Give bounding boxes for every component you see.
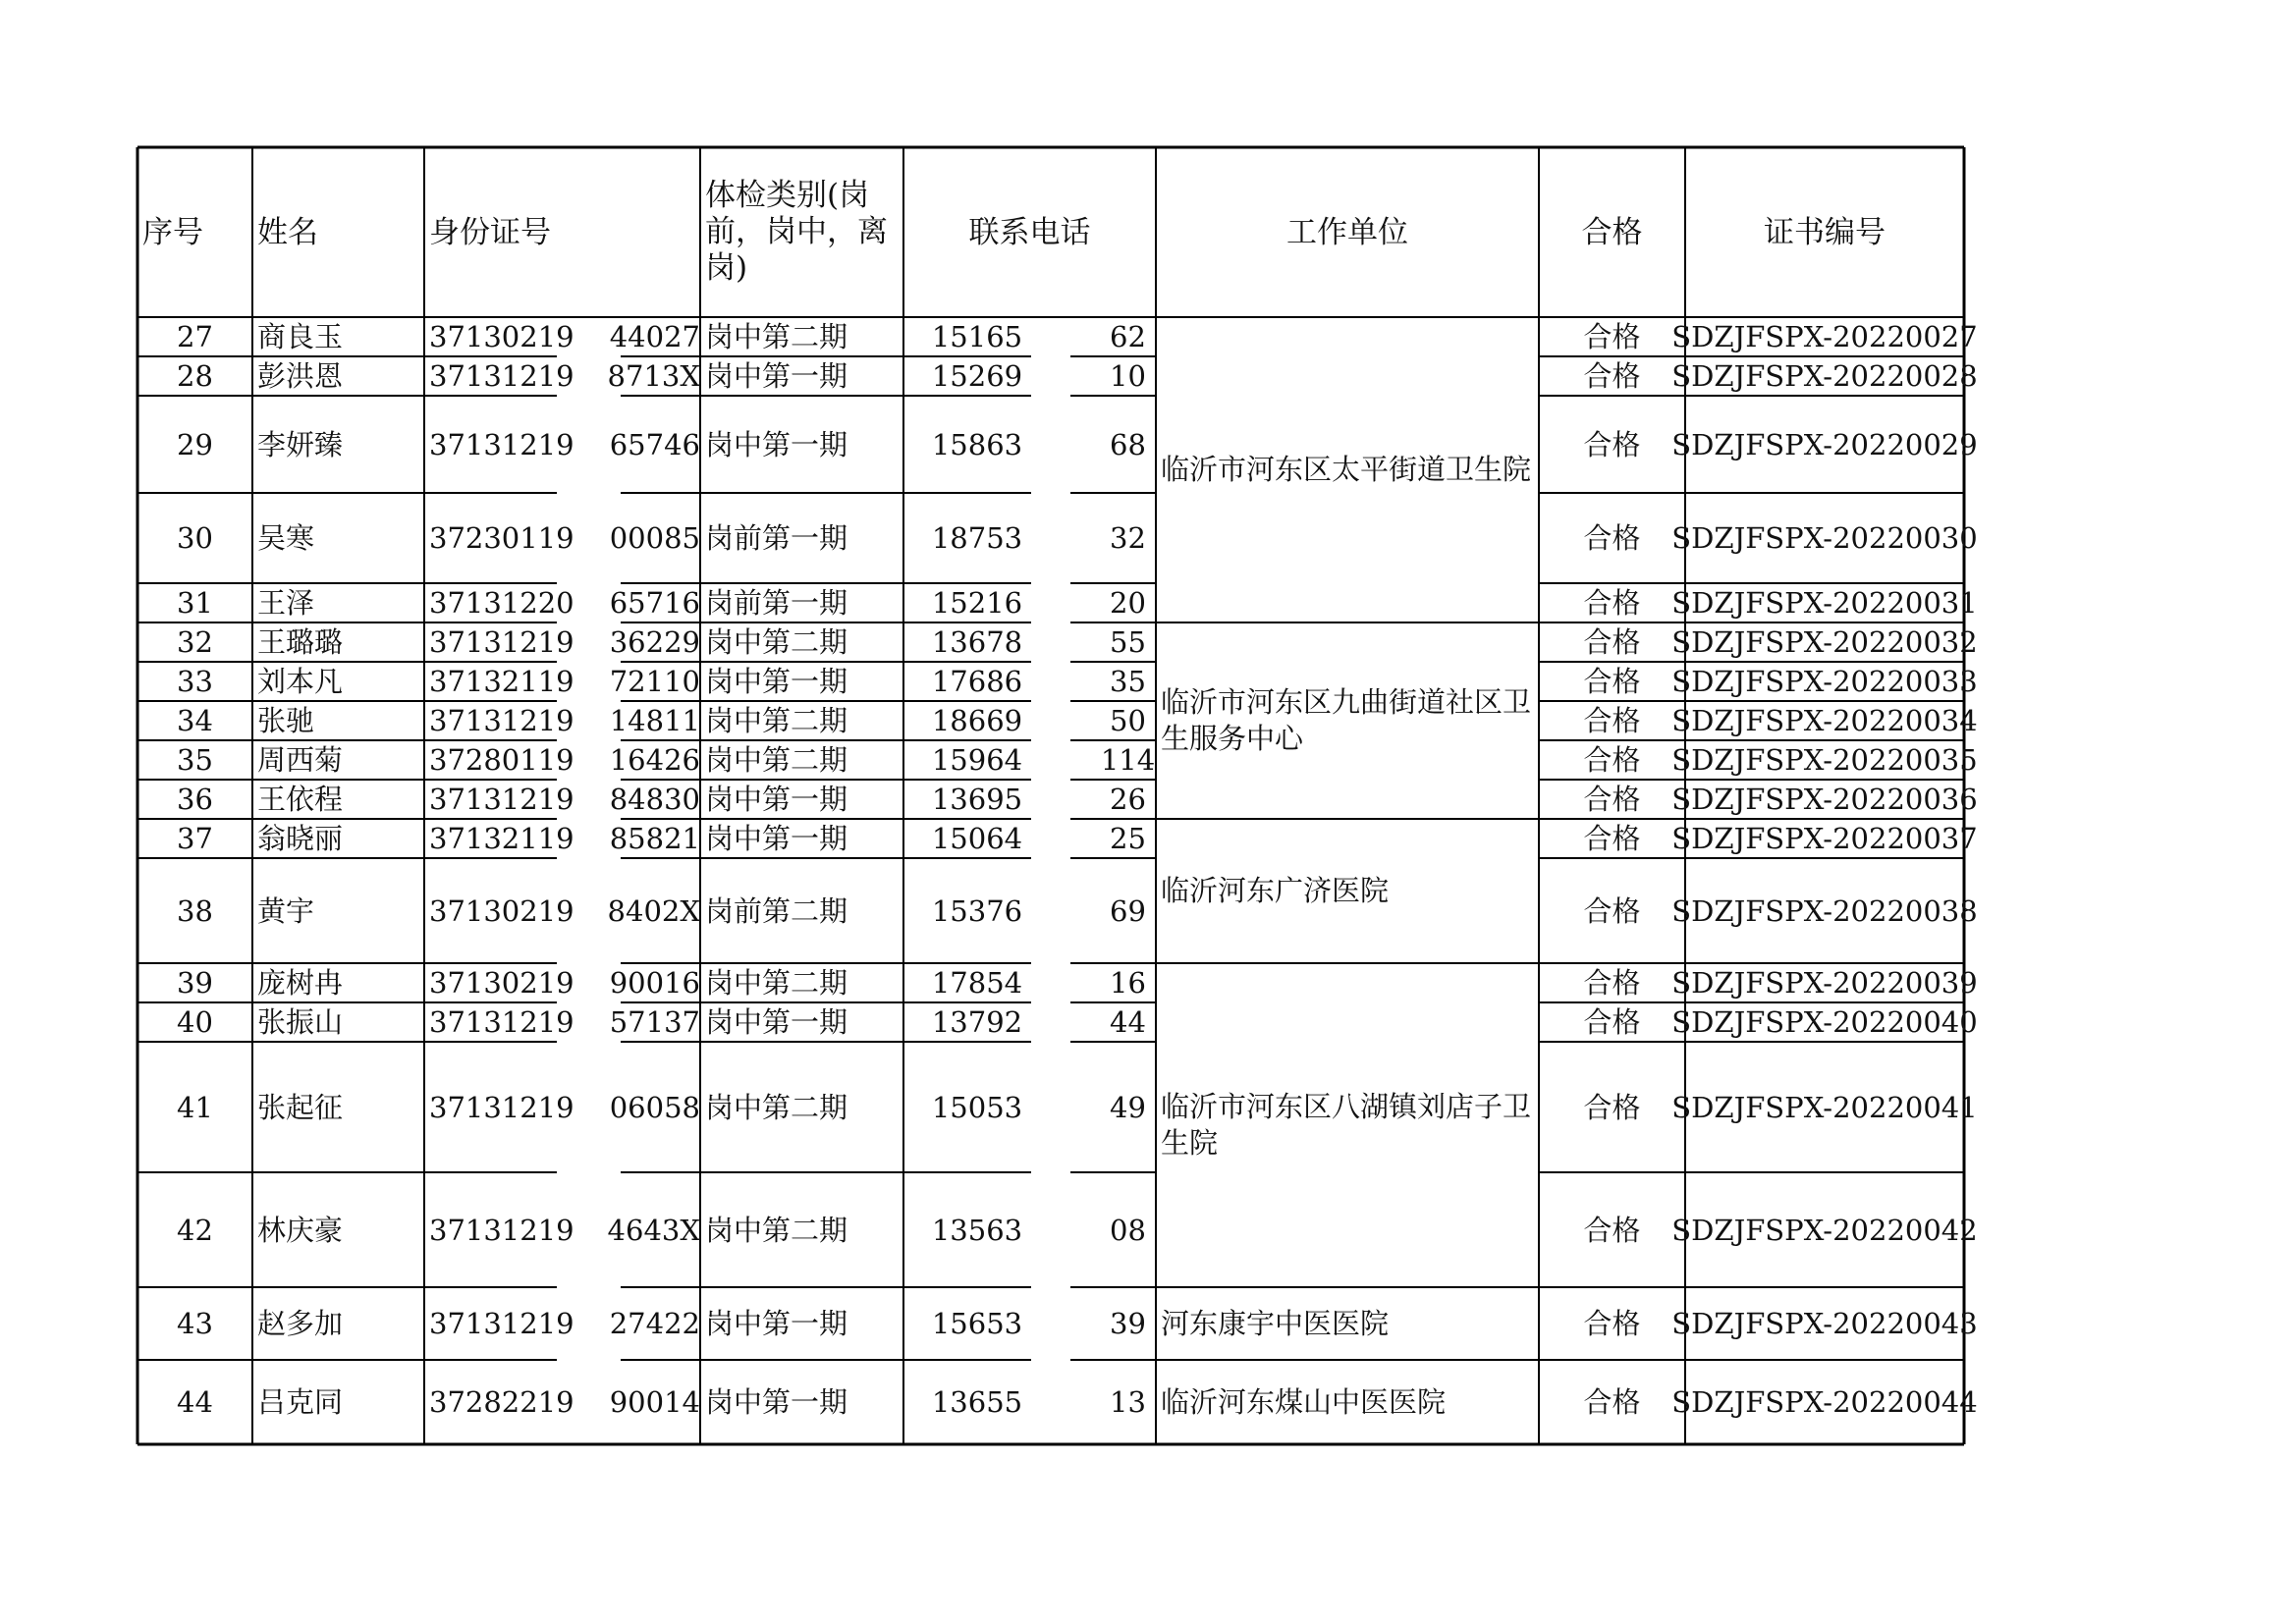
- cell-cert-number: SDZJFSPX-20220032: [1671, 625, 1978, 659]
- cell-seq: 37: [177, 822, 213, 855]
- cell-phone-tail: 50: [1110, 704, 1146, 737]
- cell-phone-head: 15053: [931, 1090, 1023, 1124]
- cell-seq: 32: [177, 625, 213, 659]
- cell-seq: 44: [177, 1385, 213, 1419]
- cell-phone-head: 15216: [931, 586, 1023, 620]
- cell-exam-type: 岗中第一期: [705, 427, 848, 461]
- cell-id-head: 37130219: [429, 893, 574, 928]
- cell-phone-head: 18753: [931, 521, 1023, 555]
- cell-phone-tail: 20: [1110, 586, 1146, 620]
- cell-cert-number: SDZJFSPX-20220031: [1671, 586, 1978, 620]
- header-exam-type: 体检类别(岗前，岗中，离岗): [705, 178, 888, 286]
- cell-phone-tail: 16: [1110, 966, 1146, 1000]
- cell-phone-head: 15653: [931, 1307, 1023, 1340]
- cell-pass: 合格: [1583, 1385, 1641, 1419]
- cell-seq: 27: [177, 320, 213, 353]
- cell-phone-tail: 32: [1110, 521, 1146, 555]
- cell-phone-head: 13563: [931, 1213, 1023, 1247]
- cell-phone-tail: 68: [1110, 427, 1146, 461]
- cell-id-head: 37131219: [429, 1307, 574, 1340]
- cell-seq: 40: [177, 1005, 213, 1039]
- cell-seq: 41: [177, 1090, 213, 1124]
- cell-pass: 合格: [1583, 521, 1641, 555]
- cell-work-unit: 临沂河东广济医院: [1161, 874, 1390, 907]
- cell-phone-tail: 08: [1110, 1213, 1146, 1247]
- cell-pass: 合格: [1583, 743, 1641, 777]
- cell-phone-head: 18669: [931, 704, 1023, 737]
- cell-phone-head: 15376: [931, 893, 1023, 928]
- cell-work-unit: 临沂市河东区八湖镇刘店子卫生院: [1161, 1090, 1532, 1160]
- cell-seq: 31: [177, 586, 213, 620]
- cell-pass: 合格: [1583, 1005, 1641, 1039]
- header-cert-number: 证书编号: [1764, 214, 1886, 250]
- cell-phone-tail: 10: [1110, 359, 1146, 393]
- header-name: 姓名: [257, 214, 318, 250]
- cell-id-tail: 72110: [609, 665, 700, 698]
- cell-id-tail: 00085: [609, 521, 700, 555]
- cell-seq: 30: [177, 521, 213, 555]
- cell-phone-tail: 13: [1110, 1385, 1146, 1419]
- cell-exam-type: 岗中第二期: [705, 1213, 848, 1247]
- cell-id-head: 37131219: [429, 704, 574, 737]
- cell-phone-tail: 62: [1110, 320, 1146, 353]
- header-phone: 联系电话: [968, 214, 1091, 250]
- cell-exam-type: 岗中第一期: [705, 1307, 848, 1340]
- cell-cert-number: SDZJFSPX-20220041: [1671, 1090, 1978, 1124]
- cell-cert-number: SDZJFSPX-20220039: [1671, 966, 1978, 1000]
- cell-exam-type: 岗中第一期: [705, 822, 848, 855]
- cell-id-head: 37131219: [429, 1005, 574, 1039]
- cell-cert-number: SDZJFSPX-20220027: [1671, 320, 1978, 353]
- cell-id-head: 37280119: [429, 743, 574, 777]
- cell-phone-head: 15964: [931, 743, 1023, 777]
- cell-name: 张驰: [257, 704, 315, 737]
- cell-phone-head: 15269: [931, 359, 1023, 393]
- cell-id-head: 37132119: [429, 822, 574, 855]
- cell-exam-type: 岗中第二期: [705, 704, 848, 737]
- cell-cert-number: SDZJFSPX-20220040: [1671, 1005, 1978, 1039]
- header-id-number: 身份证号: [429, 214, 551, 250]
- cell-work-unit: 临沂市河东区太平街道卫生院: [1161, 453, 1532, 486]
- cell-id-tail: 84830: [609, 783, 700, 816]
- cell-id-tail: 27422: [609, 1307, 700, 1340]
- cell-id-head: 37131219: [429, 359, 574, 393]
- cell-phone-head: 15165: [931, 320, 1023, 353]
- header-seq: 序号: [142, 214, 203, 250]
- cell-phone-head: 17854: [931, 966, 1023, 1000]
- cell-name: 翁晓丽: [257, 822, 344, 855]
- cell-phone-head: 13655: [931, 1385, 1023, 1419]
- cell-cert-number: SDZJFSPX-20220042: [1671, 1213, 1978, 1247]
- cell-exam-type: 岗中第一期: [705, 1385, 848, 1419]
- cell-seq: 43: [177, 1307, 213, 1340]
- cell-cert-number: SDZJFSPX-20220034: [1671, 704, 1978, 737]
- cell-phone-head: 17686: [931, 665, 1023, 698]
- cell-exam-type: 岗中第二期: [705, 743, 848, 777]
- cell-cert-number: SDZJFSPX-20220033: [1671, 665, 1978, 698]
- cell-id-tail: 85821: [609, 822, 700, 855]
- cell-id-tail: 4643X: [607, 1213, 700, 1247]
- cell-id-head: 37132119: [429, 665, 574, 698]
- cell-phone-tail: 44: [1110, 1005, 1146, 1039]
- cell-seq: 33: [177, 665, 213, 698]
- cell-id-tail: 90016: [609, 966, 700, 1000]
- cell-pass: 合格: [1583, 893, 1641, 928]
- header-work-unit: 工作单位: [1286, 214, 1408, 250]
- cell-name: 张振山: [257, 1005, 344, 1039]
- cell-id-head: 37282219: [429, 1385, 574, 1419]
- cell-cert-number: SDZJFSPX-20220038: [1671, 893, 1978, 928]
- cell-pass: 合格: [1583, 359, 1641, 393]
- cell-name: 刘本凡: [257, 665, 344, 698]
- cell-id-tail: 06058: [609, 1090, 700, 1124]
- cell-cert-number: SDZJFSPX-20220028: [1671, 359, 1978, 393]
- cell-id-tail: 14811: [609, 704, 700, 737]
- cell-name: 王璐璐: [257, 625, 344, 659]
- cell-exam-type: 岗中第一期: [705, 783, 848, 816]
- cell-name: 吕克同: [257, 1385, 344, 1419]
- cell-pass: 合格: [1583, 704, 1641, 737]
- cell-name: 王依程: [257, 783, 344, 816]
- cell-id-head: 37230119: [429, 521, 574, 555]
- cell-cert-number: SDZJFSPX-20220044: [1671, 1385, 1978, 1419]
- cell-exam-type: 岗中第二期: [705, 966, 848, 1000]
- cell-phone-tail: 49: [1110, 1090, 1146, 1124]
- cell-phone-head: 13678: [931, 625, 1023, 659]
- cell-cert-number: SDZJFSPX-20220030: [1671, 521, 1978, 555]
- cell-exam-type: 岗中第二期: [705, 1090, 848, 1124]
- cell-pass: 合格: [1583, 1307, 1641, 1340]
- cell-cert-number: SDZJFSPX-20220043: [1671, 1307, 1978, 1340]
- cell-seq: 36: [177, 783, 213, 816]
- cell-name: 李妍臻: [257, 427, 344, 461]
- cell-phone-tail: 35: [1110, 665, 1146, 698]
- cell-phone-tail: 25: [1110, 822, 1146, 855]
- cell-id-head: 37131219: [429, 1213, 574, 1247]
- cell-exam-type: 岗中第一期: [705, 665, 848, 698]
- cell-name: 张起征: [257, 1090, 344, 1124]
- cell-seq: 28: [177, 359, 213, 393]
- cell-cert-number: SDZJFSPX-20220035: [1671, 743, 1978, 777]
- cell-id-tail: 65716: [609, 586, 700, 620]
- cell-exam-type: 岗前第一期: [705, 586, 848, 620]
- cell-id-tail: 8713X: [607, 359, 700, 393]
- cell-seq: 39: [177, 966, 213, 1000]
- cell-phone-tail: 55: [1110, 625, 1146, 659]
- cell-name: 周西菊: [257, 743, 344, 777]
- cell-id-head: 37131219: [429, 625, 574, 659]
- cell-phone-tail: 69: [1110, 893, 1146, 928]
- cell-name: 黄宇: [257, 893, 315, 928]
- cell-pass: 合格: [1583, 427, 1641, 461]
- cell-phone-tail: 114: [1100, 743, 1156, 777]
- cell-cert-number: SDZJFSPX-20220036: [1671, 783, 1978, 816]
- cell-exam-type: 岗中第一期: [705, 359, 848, 393]
- cell-work-unit: 河东康宇中医医院: [1161, 1306, 1390, 1340]
- cell-pass: 合格: [1583, 665, 1641, 698]
- cell-seq: 42: [177, 1213, 213, 1247]
- cell-pass: 合格: [1583, 320, 1641, 353]
- cell-phone-head: 15064: [931, 822, 1023, 855]
- cell-name: 庞树冉: [257, 966, 344, 1000]
- cell-phone-head: 15863: [931, 427, 1023, 461]
- cell-id-tail: 36229: [609, 625, 700, 659]
- cell-cert-number: SDZJFSPX-20220037: [1671, 822, 1978, 855]
- cell-id-head: 37131220: [429, 586, 574, 620]
- cell-seq: 35: [177, 743, 213, 777]
- cell-cert-number: SDZJFSPX-20220029: [1671, 427, 1978, 461]
- cell-seq: 29: [177, 427, 213, 461]
- cell-id-tail: 65746: [609, 427, 700, 461]
- cell-id-tail: 16426: [609, 743, 700, 777]
- cell-phone-head: 13695: [931, 783, 1023, 816]
- cell-seq: 38: [177, 893, 213, 928]
- cell-pass: 合格: [1583, 822, 1641, 855]
- cell-pass: 合格: [1583, 1213, 1641, 1247]
- cell-pass: 合格: [1583, 586, 1641, 620]
- cell-id-head: 37131219: [429, 1090, 574, 1124]
- cell-pass: 合格: [1583, 1090, 1641, 1124]
- cell-pass: 合格: [1583, 966, 1641, 1000]
- cell-name: 彭洪恩: [257, 359, 344, 393]
- cell-id-head: 37130219: [429, 320, 574, 353]
- cell-id-head: 37131219: [429, 783, 574, 816]
- cell-name: 吴寒: [257, 521, 315, 555]
- cell-work-unit: 临沂市河东区九曲街道社区卫生服务中心: [1161, 685, 1532, 755]
- cell-exam-type: 岗中第二期: [705, 625, 848, 659]
- cell-exam-type: 岗中第二期: [705, 320, 848, 353]
- header-pass: 合格: [1581, 214, 1643, 250]
- cell-phone-tail: 26: [1110, 783, 1146, 816]
- cell-id-head: 37131219: [429, 427, 574, 461]
- cell-id-tail: 90014: [609, 1385, 700, 1419]
- cell-pass: 合格: [1583, 625, 1641, 659]
- cell-name: 林庆豪: [257, 1213, 344, 1247]
- cell-pass: 合格: [1583, 783, 1641, 816]
- cell-phone-tail: 39: [1110, 1307, 1146, 1340]
- cell-id-head: 37130219: [429, 966, 574, 1000]
- cell-phone-head: 13792: [931, 1005, 1023, 1039]
- roster-table: [137, 147, 1978, 1453]
- cell-exam-type: 岗前第二期: [705, 893, 848, 928]
- cell-id-tail: 44027: [609, 320, 700, 353]
- cell-exam-type: 岗前第一期: [705, 521, 848, 555]
- cell-work-unit: 临沂河东煤山中医医院: [1161, 1384, 1447, 1419]
- cell-name: 商良玉: [257, 320, 344, 353]
- cell-id-tail: 57137: [609, 1005, 700, 1039]
- cell-exam-type: 岗中第一期: [705, 1005, 848, 1039]
- cell-name: 王泽: [257, 586, 315, 620]
- cell-id-tail: 8402X: [607, 893, 700, 928]
- cell-name: 赵多加: [257, 1307, 344, 1340]
- cell-seq: 34: [177, 704, 213, 737]
